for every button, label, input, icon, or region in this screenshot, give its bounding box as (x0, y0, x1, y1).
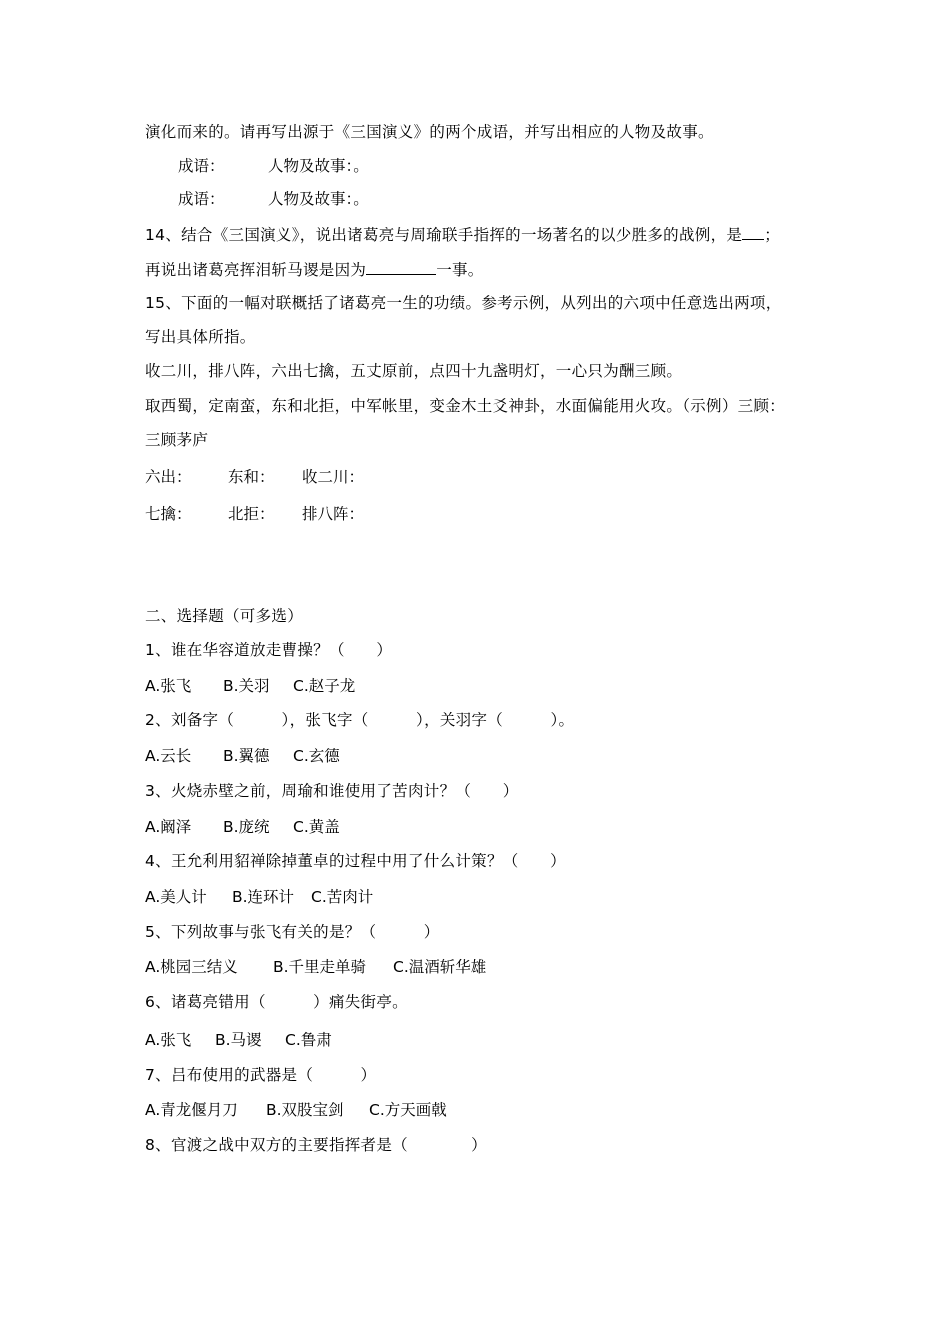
option-b[interactable]: B.马谡 (215, 1031, 262, 1049)
blank-label: 北拒： (228, 505, 275, 523)
option-a[interactable]: A.美人计 (145, 888, 207, 906)
question-text: 5、下列故事与张飞有关的是？（ ） (145, 923, 440, 941)
idiom-label: 成语： (178, 190, 225, 208)
option-b[interactable]: B.双股宝剑 (266, 1101, 344, 1119)
idiom-story: 人物及故事：。 (268, 157, 369, 175)
question-text: 8、官渡之战中双方的主要指挥者是（ ） (145, 1136, 487, 1154)
option-a[interactable]: A.桃园三结义 (145, 958, 238, 976)
q14-line2-text: 再说出诸葛亮挥泪斩马谡是因为 (145, 261, 367, 279)
option-a[interactable]: A.张飞 (145, 1031, 192, 1049)
idiom-story: 人物及故事：。 (268, 190, 369, 208)
option-b[interactable]: B.庞统 (223, 818, 270, 836)
q14-line1-text: 14、结合《三国演义》，说出诸葛亮与周瑜联手指挥的一场著名的以少胜多的战例，是 (145, 226, 743, 244)
couplet-line2: 取西蜀，定南蛮，东和北拒，中军帐里，变金木土爻神卦，水面偏能用火攻。（示例）三顾： (145, 397, 786, 415)
section-title: 二、选择题（可多选） (145, 607, 304, 625)
question-text: 1、谁在华容道放走曹操？（ ） (145, 641, 393, 659)
answer-blank[interactable] (366, 258, 436, 275)
option-b[interactable]: B.千里走单骑 (273, 958, 367, 976)
blank-label: 收二川： (302, 468, 365, 486)
question-text: 3、火烧赤壁之前，周瑜和谁使用了苦肉计？（ ） (145, 782, 519, 800)
option-c[interactable]: C.苦肉计 (311, 888, 374, 906)
option-c[interactable]: C.温酒斩华雄 (393, 958, 487, 976)
intro-line: 演化而来的。请再写出源于《三国演义》的两个成语，并写出相应的人物及故事。 (145, 123, 714, 141)
option-c[interactable]: C.方天画戟 (369, 1101, 447, 1119)
q15-line2: 写出具体所指。 (145, 328, 256, 346)
option-c[interactable]: C.赵子龙 (293, 677, 356, 695)
q14-line2-end: 一事。 (436, 261, 484, 279)
option-c[interactable]: C.黄盖 (293, 818, 340, 836)
q14-line2 (145, 258, 484, 280)
example-answer: 三顾茅庐 (145, 431, 209, 449)
option-a[interactable]: A.青龙偃月刀 (145, 1101, 238, 1119)
question-text: 2、刘备字（ ），张飞字（ ），关羽字（ ）。 (145, 711, 575, 729)
answer-blank[interactable] (742, 223, 764, 240)
option-b[interactable]: B.翼德 (223, 747, 270, 765)
option-c[interactable]: C.玄德 (293, 747, 340, 765)
option-c[interactable]: C.鲁肃 (285, 1031, 332, 1049)
couplet-line1: 收二川，排八阵，六出七擒，五丈原前，点四十九盏明灯，一心只为酬三顾。 (145, 362, 683, 380)
option-b[interactable]: B.连环计 (232, 888, 295, 906)
blank-label: 六出： (145, 468, 192, 486)
option-b[interactable]: B.关羽 (223, 677, 270, 695)
blank-label: 排八阵： (302, 505, 365, 523)
q14-line1 (145, 223, 780, 245)
option-a[interactable]: A.云长 (145, 747, 192, 765)
option-a[interactable]: A.张飞 (145, 677, 192, 695)
q14-line1-end: ； (764, 226, 780, 244)
blank-label: 七擒： (145, 505, 192, 523)
question-text: 4、王允利用貂禅除掉董卓的过程中用了什么计策？（ ） (145, 852, 566, 870)
q15-line1: 15、下面的一幅对联概括了诸葛亮一生的功绩。参考示例，从列出的六项中任意选出两项， (145, 294, 782, 312)
question-text: 7、吕布使用的武器是（ ） (145, 1066, 377, 1084)
idiom-label: 成语： (178, 157, 225, 175)
blank-label: 东和： (228, 468, 275, 486)
question-text: 6、诸葛亮错用（ ）痛失街亭。 (145, 993, 408, 1011)
option-a[interactable]: A.阚泽 (145, 818, 192, 836)
